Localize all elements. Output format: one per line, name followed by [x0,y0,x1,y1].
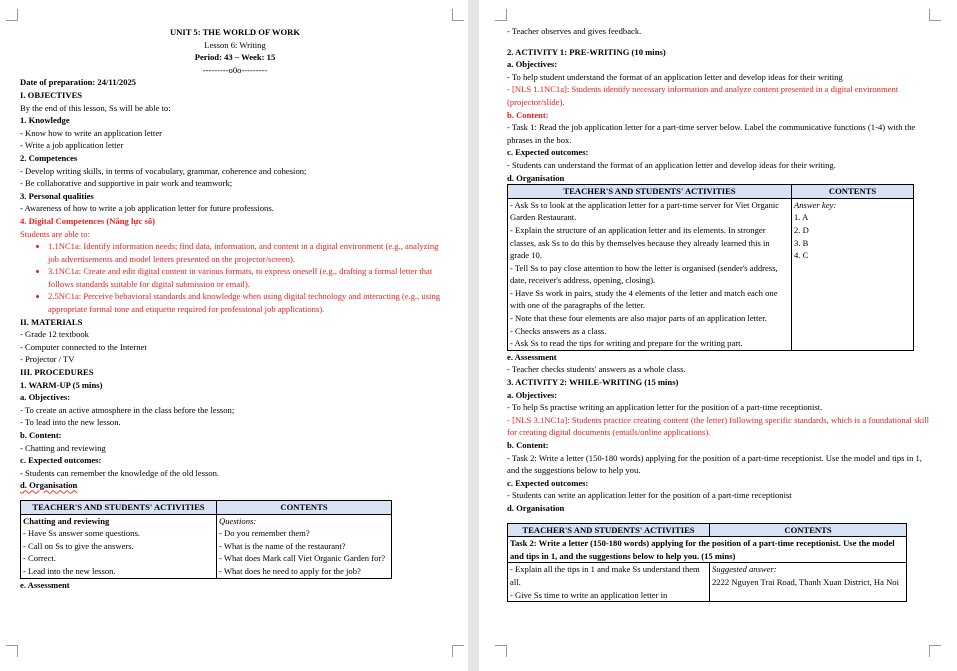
organisation-label: d. Organisation [507,502,565,513]
competences-heading: 2. Competences [20,152,78,163]
list-item: - Call on Ss to give the answers. [23,540,134,551]
activity2-outcomes: - Students can write an application letter for the position of a part-time receptionist [507,490,792,501]
list-item: - To lead into the new lesson. [20,417,121,428]
list-item: 1. A [794,212,809,223]
warmup-table [20,500,392,579]
organisation-label: d. Organisation [507,172,565,183]
materials-heading: II. MATERIALS [20,316,83,327]
list-item: - Have Ss answer some questions. [23,528,140,539]
activity1-content: - Task 1: Read the job application letter for a part-time server below. Label the communicative functions (1-4) with the phrases in the box. [507,122,916,145]
task2-row: Task 2: Write a letter (150-180 words) applying for the position of a part-time receptionist. Use the model and tips in 1, and the suggestions below to help you. (15 mins) [508,537,907,563]
objectives-label: a. Objectives: [507,389,558,400]
list-item: - Students can remember the knowledge of the old lesson. [20,467,220,478]
list-item: - Know how to write an application letter [20,127,162,138]
table-header-activities: TEACHER'S AND STUDENTS' ACTIVITIES [508,185,792,199]
list-item: 4. C [794,250,809,261]
outcomes-label: c. Expected outcomes: [20,455,102,466]
document-page-right [479,0,957,671]
activity1-table [507,184,914,351]
content-label: b. Content: [507,440,549,450]
table-header-contents: CONTENTS [710,523,907,537]
activity2-objective: - To help Ss practise writing an application letter for the position of a part-time receptionist. [507,402,823,413]
crop-mark [452,9,464,21]
date-of-preparation: Date of preparation: 24/11/2025 [20,77,137,88]
list-item: - Explain the structure of an application letter and its elements. In stronger classes, ask Ss to do this by themselves because they already learned this in grade 10. [510,224,770,261]
crop-mark [495,645,507,657]
activity-title: Chatting and reviewing [23,515,110,526]
knowledge-list [20,127,450,152]
list-item: - Explain all the tips in 1 and make Ss understand them all. [510,564,700,587]
list-item: - Grade 12 textbook [20,329,89,340]
competences-list [20,165,450,190]
outcomes-label: c. Expected outcomes: [507,147,589,158]
objectives-intro: By the end of this lesson, Ss will be able to: [20,102,171,113]
table-header-contents: CONTENTS [217,500,392,514]
activity1-objective: - To help student understand the format of an application letter and develop ideas for their writing [507,71,843,82]
digital-competence-item: • 1.1NC1a: Identify information needs; find data, information, and content in a digital environment (e.g., analyzing job advertisements and model letters presented on the projector/screen). [48,240,450,265]
list-item: - Awareness of how to write a job application letter for future professions. [20,203,274,214]
list-item: - Ask Ss to look at the application letter for a part-time server for Viet Organic Garden Restaurant. [510,199,780,223]
list-item: - Have Ss work in pairs, study the 4 elements of the letter and match each one with one of the paragraphs of the letter. [510,287,778,311]
list-item: 2. D [794,224,809,235]
warmup-activities-cell [21,514,217,578]
questions-title: Questions: [219,515,257,526]
table-row [508,198,914,350]
digital-competences-heading: 4. Digital Competences (Năng lực số) [20,215,155,226]
list-item: 2222 Nguyen Trai Road, Thanh Xuan District, Ha Noi [712,576,899,587]
list-item: 3. B [794,237,809,248]
list-item: - Do you remember them? [219,528,310,539]
outcomes-label: c. Expected outcomes: [507,477,589,488]
table-header-activities: TEACHER'S AND STUDENTS' ACTIVITIES [508,523,710,537]
list-item: - What does he need to apply for the job? [219,565,361,576]
list-item: - Give Ss time to write an application letter in [510,589,668,600]
list-item: - Checks answers as a class. [510,325,607,336]
crop-mark [929,9,941,21]
divider-line: ---------o0o--------- [202,64,268,75]
objectives-heading: I. OBJECTIVES [20,89,83,100]
content-label: b. Content: [20,430,62,440]
page-left-content [20,26,450,591]
list-item: - Ask Ss to read the tips for writing and prepare for the writing part. [510,338,743,349]
list-item: - Computer connected to the Internet [20,341,147,352]
table-row [21,514,392,578]
list-item: - Tell Ss to pay close attention to how the letter is organised (sender's address, date, receiver's address, opening, closing). [510,262,778,286]
activity1-contents-cell [792,198,914,350]
crop-mark [495,9,507,21]
feedback-line: - Teacher observes and gives feedback. [507,26,642,36]
activity1-activities-cell [508,198,792,350]
qualities-heading: 3. Personal qualities [20,190,94,201]
crop-mark [929,645,941,657]
table-row [508,537,907,563]
list-item: - What does Mark call Viet Organic Garden for? [219,553,386,564]
warmup-heading: 1. WARM-UP (5 mins) [20,379,103,390]
digital-intro: Students are able to: [20,228,90,239]
document-page-left [0,0,468,671]
list-item: - Note that these four elements are also major parts of an application letter. [510,313,767,324]
crop-mark [452,645,464,657]
activity2-content: - Task 2: Write a letter (150-180 words) applying for the position of a part-time receptionist. Use the model and tips in 1, and the suggestions below to help you. [507,452,922,476]
crop-mark [6,9,18,21]
objectives-label: a. Objectives: [507,59,558,70]
table-header-contents: CONTENTS [792,185,914,199]
activity2-contents-cell [710,563,907,602]
activity2-heading: 3. ACTIVITY 2: WHILE-WRITING (15 mins) [507,377,679,388]
crop-mark [6,645,18,657]
activity2-nls: - [NLS 3.1NC1a]: Students practice creating content (the letter) following specific standards, which is a foundational skill for creating digital documents (emails/online applications). [507,414,929,438]
organisation-text: d. Organisation [20,480,78,491]
digital-competences-list [20,240,450,316]
period-line: Period: 43 – Week: 15 [194,52,276,63]
list-item: - To create an active atmosphere in the class before the lesson; [20,404,235,415]
digital-competence-item: • 2.5NC1a: Perceive behavioral standards and knowledge when using digital technology and interacting (e.g., using appropriate formal tone and etiquette required for professional job applications). [48,290,450,315]
activity1-heading: 2. ACTIVITY 1: PRE-WRITING (10 mins) [507,46,666,57]
page-right-content [507,25,929,602]
list-item: - Develop writing skills, in terms of vocabulary, grammar, coherence and cohesion; [20,165,307,176]
activity1-nls: - [NLS 1.1NC1a]: Students identify necessary information and analyze content presented in a digital environment (projector/slide). [507,84,899,107]
procedures-heading: III. PROCEDURES [20,367,94,378]
list-item: - Lead into the new lesson. [23,565,116,576]
suggested-answer-title: Suggested answer: [712,564,777,575]
digital-competence-item: • 3.1NC1a: Create and edit digital content in various formats, to express oneself (e.g., drafting a formal letter that follows standards suitable for digital submission or email). [48,265,450,290]
list-item: - Be collaborative and supportive in pair work and teamwork; [20,178,233,189]
organisation-label [20,479,450,492]
knowledge-heading: 1. Knowledge [20,115,70,126]
unit-title: UNIT 5: THE WORLD OF WORK [169,27,301,37]
answer-key-title: Answer key: [794,199,837,210]
objectives-label: a. Objectives: [20,392,71,403]
activity1-outcomes: - Students can understand the format of an application letter and develop ideas for their writing. [507,159,836,170]
list-item: - Correct. [23,553,56,564]
activity2-table [507,523,907,603]
activity2-activities-cell [508,563,710,602]
assessment-text: - Teacher checks students' answers as a whole class. [507,364,686,375]
list-item: - Write a job application letter [20,140,124,151]
table-row [508,563,907,602]
list-item: - Projector / TV [20,354,75,365]
list-item: - Chatting and reviewing [20,442,106,453]
assessment-label: e. Assessment [20,579,70,590]
table-header-activities: TEACHER'S AND STUDENTS' ACTIVITIES [21,500,217,514]
warmup-contents-cell [217,514,392,578]
content-label: b. Content: [507,109,549,120]
lesson-title: Lesson 6: Writing [204,39,266,50]
assessment-label: e. Assessment [507,351,557,362]
list-item: - What is the name of the restaurant? [219,540,346,551]
